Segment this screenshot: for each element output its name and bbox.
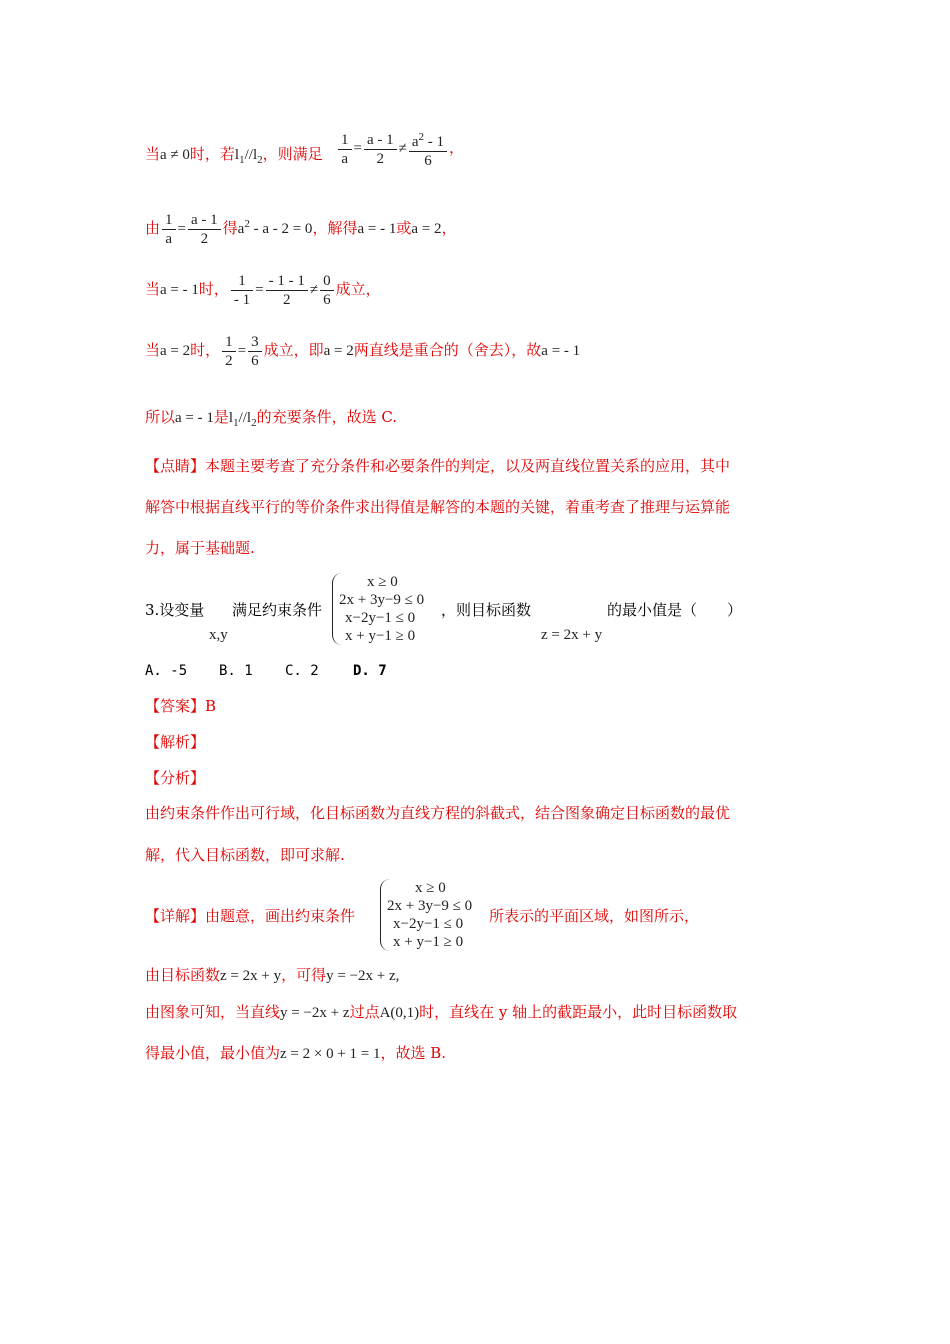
q2-line1 [145, 144, 323, 170]
q2-line5 [145, 407, 397, 433]
q3-stem-d: 的最小值是（ ） [607, 601, 743, 619]
fraction: $\frac{a^2 - 1}{6}$ [409, 128, 447, 170]
fraction: $\frac{1}{a}$ [338, 131, 352, 168]
text: 时，直线在 y 轴上的截距最小，此时目标函数取 [419, 1003, 738, 1021]
text: 当 [145, 281, 161, 298]
parallel: // [244, 147, 253, 163]
text: ， [449, 140, 465, 157]
fraction: $\frac{a - 1}{2}$ [188, 211, 221, 248]
math: y = −2x + z [326, 968, 396, 984]
text: 成立， [335, 281, 381, 298]
text: 得 [222, 220, 238, 237]
parallel: // [238, 410, 247, 426]
math: a = - 1 [175, 410, 214, 426]
line-l2: $l_2$ [252, 147, 263, 166]
math: A(0,1) [379, 1005, 420, 1021]
math: a ≠ 0 [160, 147, 190, 163]
line-l1: $l_1$ [228, 410, 239, 429]
text: ， [441, 220, 457, 237]
answer-label: 【答案】B [145, 697, 217, 715]
constraint: x−2y−1 ≤ 0 [345, 610, 416, 626]
comment-line: 解答中根据直线平行的等价条件求出得值是解答的本题的关键，着重考查了推理与运算能 [145, 498, 731, 516]
comment-line: 力，属于基础题. [145, 539, 255, 557]
constraint: x ≥ 0 [415, 880, 446, 896]
q2-line1-fractions [336, 128, 464, 170]
math: y = −2x + z [280, 1005, 350, 1021]
constraint: 2x + 3y−9 ≤ 0 [339, 592, 425, 608]
fraction: $\frac{3}{6}$ [248, 333, 262, 370]
option-d: D. 7 [353, 663, 387, 679]
comment-line: 【点睛】本题主要考查了充分条件和必要条件的判定，以及两直线位置关系的应用，其中 [145, 457, 731, 475]
constraint: x + y−1 ≥ 0 [393, 934, 464, 950]
fraction: $\frac{a - 1}{2}$ [364, 131, 397, 168]
fenxi-label: 【分析】 [145, 769, 206, 787]
text: 得最小值，最小值为 [145, 1044, 281, 1062]
math: a = 2 [323, 342, 354, 359]
line-l2: $l_2$ [246, 410, 257, 429]
q3-stem-b: 满足约束条件 [232, 601, 323, 619]
option-b: B. 1 [219, 663, 253, 679]
text: 当 [145, 342, 161, 359]
fraction: $\frac{- 1 - 1}{2}$ [266, 272, 308, 309]
text: 所以 [145, 408, 176, 426]
math: a = 2 [160, 342, 191, 359]
objective-line [145, 965, 399, 986]
text: 的充要条件，故选 C. [256, 408, 398, 426]
analysis-line: 由约束条件作出可行域，化目标函数为直线方程的斜截式，结合图象确定目标函数的最优 [145, 804, 731, 822]
text: ，则满足 [262, 145, 323, 163]
jiexi-label: 【解析】 [145, 733, 206, 751]
math: a = - 1 [541, 342, 581, 359]
equals: = [255, 281, 264, 298]
text: 或 [396, 220, 412, 237]
fraction: $\frac{1}{- 1}$ [231, 272, 253, 309]
graph-line [145, 1002, 737, 1023]
math: z = 2x + y [220, 968, 282, 984]
constraint: x + y−1 ≥ 0 [345, 628, 416, 644]
text: ，可得 [281, 966, 327, 984]
constraint: 2x + 3y−9 ≤ 0 [387, 898, 473, 914]
equals: = [177, 220, 186, 237]
text: 由 [145, 220, 161, 237]
q3-stem-a: 3.设变量 [145, 601, 205, 619]
detail-a: 【详解】由题意，画出约束条件 [145, 907, 356, 925]
text: ，解得 [312, 220, 358, 237]
text: 时， [198, 281, 229, 298]
detail-constraint-system [380, 879, 472, 951]
not-equal: ≠ [398, 140, 407, 157]
text: ，故选 B. [380, 1044, 447, 1062]
equals: = [353, 140, 362, 157]
equals: = [237, 342, 247, 359]
q3-constraint-system [332, 573, 424, 645]
q2-line4 [145, 333, 580, 370]
text: 当 [145, 145, 161, 163]
option-a: A. -5 [145, 663, 188, 679]
fraction: $\frac{1}{2}$ [222, 333, 236, 370]
math: z = 2 × 0 + 1 = 1 [280, 1046, 381, 1062]
fraction: $\frac{1}{a}$ [162, 211, 176, 248]
q3-stem-c: ，则目标函数 [441, 601, 532, 619]
q2-line2 [145, 211, 456, 248]
min-line [145, 1043, 446, 1064]
math: a = - 1 [357, 220, 397, 237]
text: 由图象可知，当直线 [145, 1003, 281, 1021]
q3-vars: x,y [209, 627, 228, 643]
not-equal: ≠ [309, 281, 319, 298]
math: $a^2 - a - 2 = 0$ [237, 217, 313, 237]
line-l1: $l_1$ [234, 147, 245, 166]
constraint: x ≥ 0 [367, 574, 398, 590]
math: a = 2 [411, 220, 442, 237]
q3-objective: z = 2x + y [541, 627, 603, 643]
text: 过点 [349, 1003, 380, 1021]
constraint: x−2y−1 ≤ 0 [393, 916, 464, 932]
text: 时，若 [189, 145, 235, 163]
math: , [395, 968, 400, 984]
text: 成立，即 [263, 342, 324, 359]
q2-line3 [145, 272, 381, 309]
text: 是 [213, 408, 229, 426]
option-c: C. 2 [285, 663, 319, 679]
text: 时， [190, 342, 221, 359]
analysis-line: 解，代入目标函数，即可求解. [145, 846, 345, 864]
math: a = - 1 [160, 281, 199, 298]
text: 两直线是重合的（舍去），故 [353, 342, 542, 359]
text: 由目标函数 [145, 966, 221, 984]
detail-b: 所表示的平面区域，如图所示， [489, 907, 700, 925]
fraction: $\frac{0}{6}$ [320, 272, 334, 309]
